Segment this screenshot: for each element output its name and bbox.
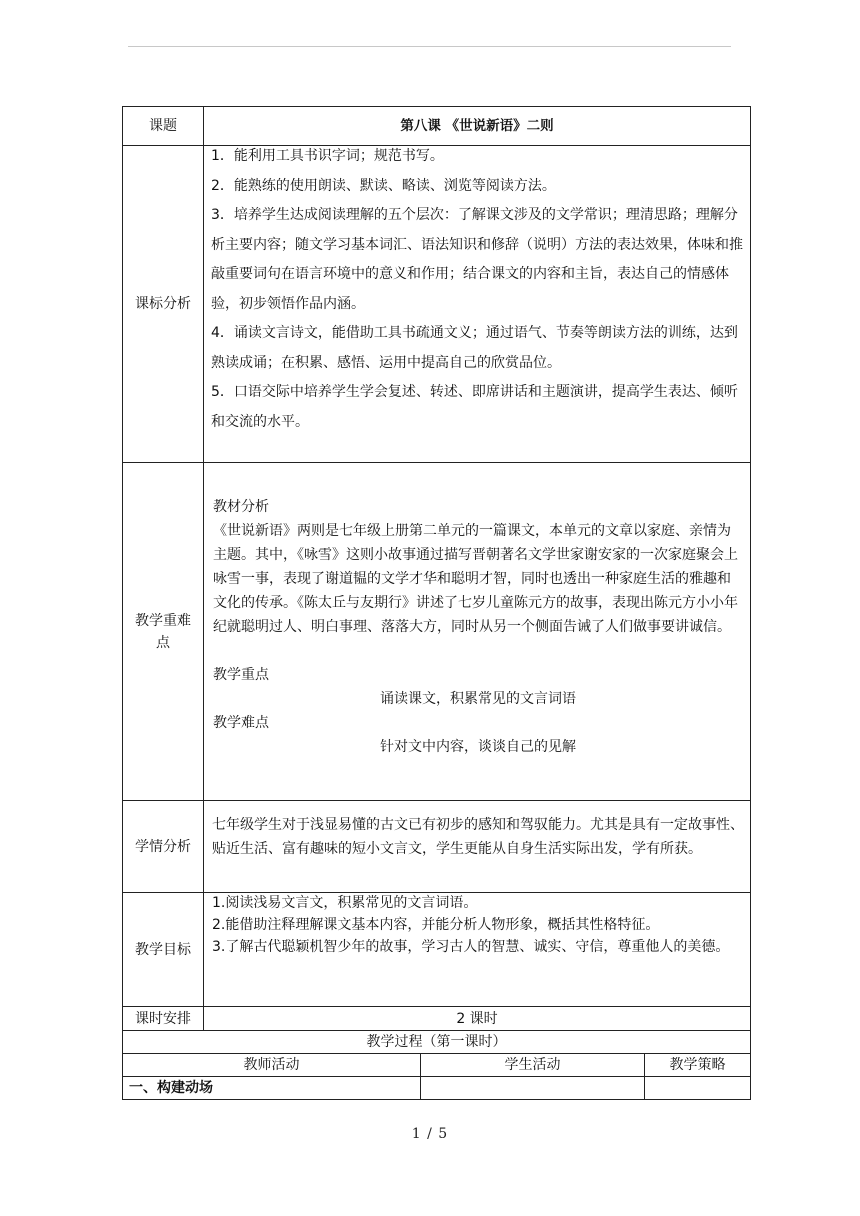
students-label: 学情分析: [135, 838, 191, 855]
material-heading: 教材分析: [213, 499, 269, 515]
key-points-content: [213, 495, 743, 759]
curriculum-label: 课标分析: [135, 296, 191, 312]
goal-item: 3.了解古代聪颖机智少年的故事，学习古人的智慧、诚实、守信，尊重他人的美德。: [212, 939, 730, 955]
page-number: 1 / 5: [411, 1126, 449, 1142]
curriculum-item: 4．诵读文言诗文，能借助工具书疏通文义；通过语气、节奏等朗读方法的训练，达到熟读成诵；在积累、感悟、运用中提高自己的欣赏品位。: [211, 325, 738, 371]
schedule-value: 2 课时: [456, 1010, 498, 1027]
col-teacher: 教师活动: [243, 1057, 300, 1073]
title-label: 课题: [149, 118, 177, 134]
lesson-title: 第八课 《世说新语》二则: [400, 118, 554, 134]
key-points-label-line1: 教学重难: [135, 612, 191, 629]
key-points-label: [123, 463, 203, 800]
process-title: 教学过程（第一课时）: [366, 1034, 507, 1050]
material-text: 《世说新语》两则是七年级上册第二单元的一篇课文，本单元的文章以家庭、亲情为主题。其中，《咏雪》这则小故事通过描写晋朝著名文学世家谢安家的一次家庭聚会上咏雪一事，表现了谢道韫的文学才华和聪明才智，同时也透出一种家庭生活的雅趣和文化的传承。《陈太丘与友期行》讲述了七岁儿童陈元方的故事，表现出陈元方小小年纪就聪明过人、明白事理、落落大方，同时从另一个侧面告诫了人们做事要讲诚信。: [213, 523, 738, 635]
process-step-1: 一、构建动场: [129, 1080, 213, 1096]
goal-item: 1.阅读浅易文言文，积累常见的文言词语。: [212, 895, 478, 911]
focus-text: 诵读课文，积累常见的文言词语: [380, 691, 576, 707]
schedule-label: 课时安排: [135, 1010, 191, 1027]
focus-heading: 教学重点: [213, 667, 269, 683]
curriculum-item: 2．能熟练的使用朗读、默读、略读、浏览等阅读方法。: [211, 177, 556, 194]
curriculum-list: [211, 142, 746, 437]
curriculum-item: 1．能利用工具书识字词；规范书写。: [211, 148, 444, 164]
difficulty-text: 针对文中内容，谈谈自己的见解: [380, 739, 576, 755]
goals-list: [212, 892, 744, 958]
students-text: 七年级学生对于浅显易懂的古文已有初步的感知和驾驭能力。尤其是具有一定故事性、贴近生活、富有趣味的短小文言文，学生更能从自身生活实际出发，学有所获。: [212, 817, 744, 857]
goals-label: 教学目标: [135, 941, 191, 958]
col-student: 学生活动: [504, 1057, 561, 1073]
curriculum-item: 5．口语交际中培养学生学会复述、转述、即席讲话和主题演讲，提高学生表达、倾听和交流的水平。: [211, 384, 738, 430]
col-strategy: 教学策略: [669, 1057, 726, 1073]
curriculum-item: 3．培养学生达成阅读理解的五个层次：了解课文涉及的文学常识；理清思路；理解分析主要内容；随文学习基本词汇、语法知识和修辞（说明）方法的表达效果，体味和推敲重要词句在语言环境中的意义和作用；结合课文的内容和主旨，表达自己的情感体验，初步领悟作品内涵。: [211, 207, 743, 312]
difficulty-heading: 教学难点: [213, 715, 269, 731]
goal-item: 2.能借助注释理解课文基本内容，并能分析人物形象，概括其性格特征。: [212, 917, 660, 933]
key-points-label-line2: 点: [156, 634, 170, 651]
